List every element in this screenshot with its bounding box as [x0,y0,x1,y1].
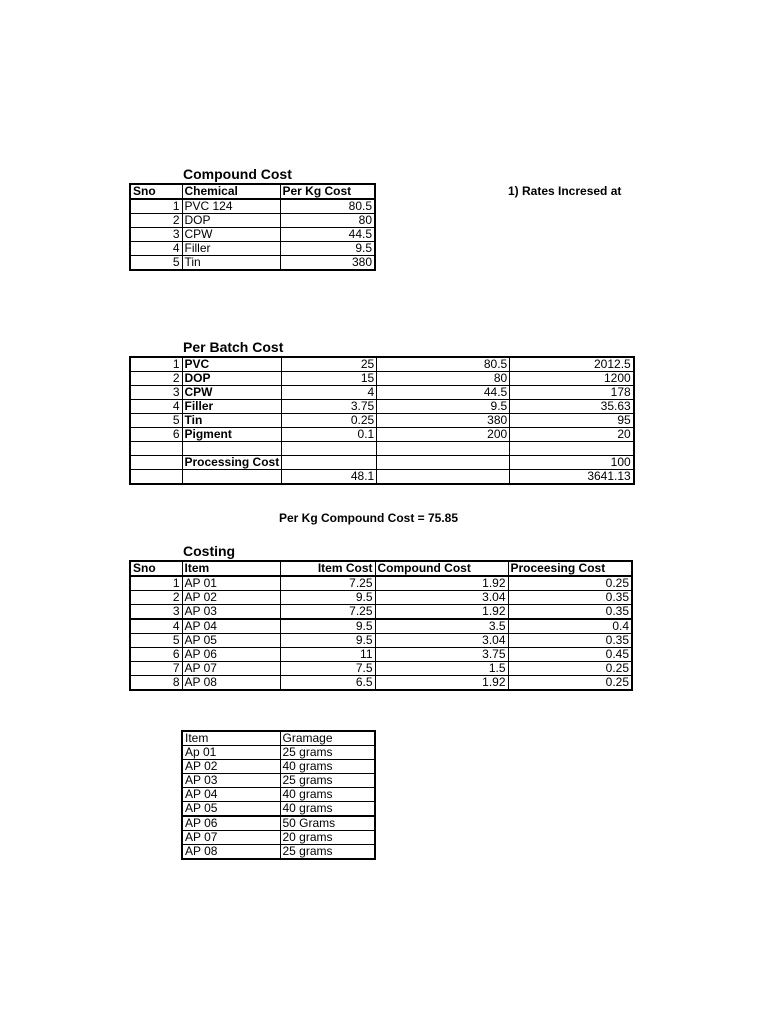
table-row [182,802,375,817]
table-cell: 0.25 [508,676,632,691]
header-cell: Item [182,731,280,746]
table-cell: Filler [182,242,280,256]
table-cell: 20 grams [280,831,375,845]
table-cell: AP 04 [182,788,280,802]
compound-cost-title: Compound Cost [183,166,292,182]
header-cell: Sno [130,184,182,199]
table-cell: AP 02 [182,760,280,774]
table-cell: Tin [182,256,280,271]
table-header-row [182,731,375,746]
table-cell: 1 [130,199,182,214]
table-cell: 7.25 [280,605,375,620]
table-cell: 95 [510,414,634,428]
table-cell: 3641.13 [510,470,634,485]
table-cell: AP 02 [182,591,280,605]
table-row [182,774,375,788]
header-cell: Chemical [182,184,280,199]
table-cell: 4 [130,400,182,414]
per-kg-compound-cost: Per Kg Compound Cost = 75.85 [279,511,459,525]
table-row [182,831,375,845]
header-cell: Per Kg Cost [280,184,375,199]
table-row [130,414,634,428]
header-cell: Item Cost [280,561,375,576]
table-cell: AP 08 [182,845,280,860]
table-cell: 7 [130,662,182,676]
table-cell: 2 [130,591,182,605]
table-header-row [130,561,632,576]
table-cell: 0.25 [508,576,632,591]
table-cell: 0.4 [508,619,632,634]
table-cell: 1200 [510,372,634,386]
table-cell [182,442,282,456]
table-cell: 100 [510,456,634,470]
table-cell: 3.04 [375,591,508,605]
table-cell: 3.5 [375,619,508,634]
header-cell: Compound Cost [375,561,508,576]
table-row [182,816,375,831]
table-cell [510,442,634,456]
table-cell: AP 07 [182,662,280,676]
table-cell: AP 03 [182,605,280,620]
table-cell: 9.5 [280,619,375,634]
table-cell: DOP [182,372,282,386]
per-batch-cost-title: Per Batch Cost [183,339,284,355]
table-cell: 0.35 [508,634,632,648]
table-cell: AP 01 [182,576,280,591]
table-row [182,746,375,760]
table-cell: AP 05 [182,802,280,817]
table-cell: 0.35 [508,605,632,620]
table-cell: 5 [130,634,182,648]
table-cell: 2012.5 [510,357,634,372]
header-cell: Proceesing Cost [508,561,632,576]
table-cell [377,470,510,485]
table-row [130,442,634,456]
table-cell: 5 [130,256,182,271]
table-cell: 15 [282,372,377,386]
table-cell: CPW [182,386,282,400]
table-cell: 3 [130,228,182,242]
table-cell [377,442,510,456]
table-row [130,676,632,691]
table-cell: 380 [377,414,510,428]
table-cell: 0.45 [508,648,632,662]
table-cell: 80 [377,372,510,386]
table-row [130,576,632,591]
table-cell: 6 [130,428,182,442]
table-cell: AP 06 [182,648,280,662]
table-cell [182,470,282,485]
table-cell: 0.25 [282,414,377,428]
table-cell [130,442,182,456]
table-cell: 40 grams [280,788,375,802]
rates-note: 1) Rates Incresed at [508,184,622,198]
table-row [130,400,634,414]
table-cell: 11 [280,648,375,662]
table-cell: 3.75 [375,648,508,662]
table-cell: 3.75 [282,400,377,414]
table-cell: Ap 01 [182,746,280,760]
table-cell: 50 Grams [280,816,375,831]
table-cell: Filler [182,400,282,414]
table-cell: 2 [130,372,182,386]
table-row [130,214,375,228]
table-row [130,372,634,386]
table-cell [282,456,377,470]
table-row [130,242,375,256]
table-cell: 178 [510,386,634,400]
table-cell: PVC 124 [182,199,280,214]
table-cell: 20 [510,428,634,442]
table-cell: 1 [130,357,182,372]
table-cell: 1.92 [375,576,508,591]
table-cell: 7.5 [280,662,375,676]
table-cell: 7.25 [280,576,375,591]
table-cell: 0.1 [282,428,377,442]
table-cell [282,442,377,456]
table-cell: 6 [130,648,182,662]
table-row [130,662,632,676]
table-cell: 9.5 [280,591,375,605]
table-cell [130,456,182,470]
table-cell: PVC [182,357,282,372]
table-cell [377,456,510,470]
header-cell: Sno [130,561,182,576]
table-cell: 40 grams [280,802,375,817]
table-row [130,605,632,620]
table-cell: AP 07 [182,831,280,845]
costing-title: Costing [183,543,236,559]
table-row [182,760,375,774]
table-cell: 48.1 [282,470,377,485]
table-cell: 25 grams [280,746,375,760]
table-cell [130,470,182,485]
table-cell: AP 08 [182,676,280,691]
table-cell: DOP [182,214,280,228]
table-row [130,470,634,485]
table-cell: 35.63 [510,400,634,414]
table-cell: AP 05 [182,634,280,648]
table-cell: 200 [377,428,510,442]
table-cell: 0.35 [508,591,632,605]
table-cell: 4 [130,242,182,256]
table-row [130,648,632,662]
table-cell: AP 06 [182,816,280,831]
table-cell: Processing Cost [182,456,282,470]
table-cell: 4 [282,386,377,400]
table-row [182,788,375,802]
header-cell: Gramage [280,731,375,746]
table-cell: 6.5 [280,676,375,691]
table-row [130,256,375,271]
table-cell: 4 [130,619,182,634]
table-cell: 80 [280,214,375,228]
table-cell: 25 [282,357,377,372]
table-row [182,845,375,860]
costing-table [129,560,633,691]
compound-cost-table [129,183,376,271]
table-row [130,634,632,648]
table-row [130,199,375,214]
table-cell: 9.5 [280,242,375,256]
table-cell: 9.5 [280,634,375,648]
table-cell: Pigment [182,428,282,442]
header-cell: Item [182,561,280,576]
table-cell: 2 [130,214,182,228]
table-cell: 5 [130,414,182,428]
table-row [130,386,634,400]
table-cell: CPW [182,228,280,242]
table-cell: 9.5 [377,400,510,414]
table-cell: Tin [182,414,282,428]
table-cell: AP 04 [182,619,280,634]
table-cell: 40 grams [280,760,375,774]
table-cell: 44.5 [280,228,375,242]
table-row [130,619,632,634]
table-row [130,228,375,242]
gramage-table [181,730,376,860]
table-row [130,456,634,470]
table-cell: 3 [130,386,182,400]
table-header-row [130,184,375,199]
table-cell: 25 grams [280,774,375,788]
table-cell: 44.5 [377,386,510,400]
table-row [130,591,632,605]
table-cell: 80.5 [377,357,510,372]
table-cell: 0.25 [508,662,632,676]
table-cell: 1.5 [375,662,508,676]
table-cell: 1.92 [375,676,508,691]
table-cell: 3 [130,605,182,620]
table-cell: 25 grams [280,845,375,860]
table-row [130,357,634,372]
per-batch-cost-table [129,356,635,485]
table-cell: 1.92 [375,605,508,620]
table-cell: 80.5 [280,199,375,214]
table-cell: 380 [280,256,375,271]
table-cell: 3.04 [375,634,508,648]
table-cell: AP 03 [182,774,280,788]
table-cell: 1 [130,576,182,591]
table-row [130,428,634,442]
table-cell: 8 [130,676,182,691]
